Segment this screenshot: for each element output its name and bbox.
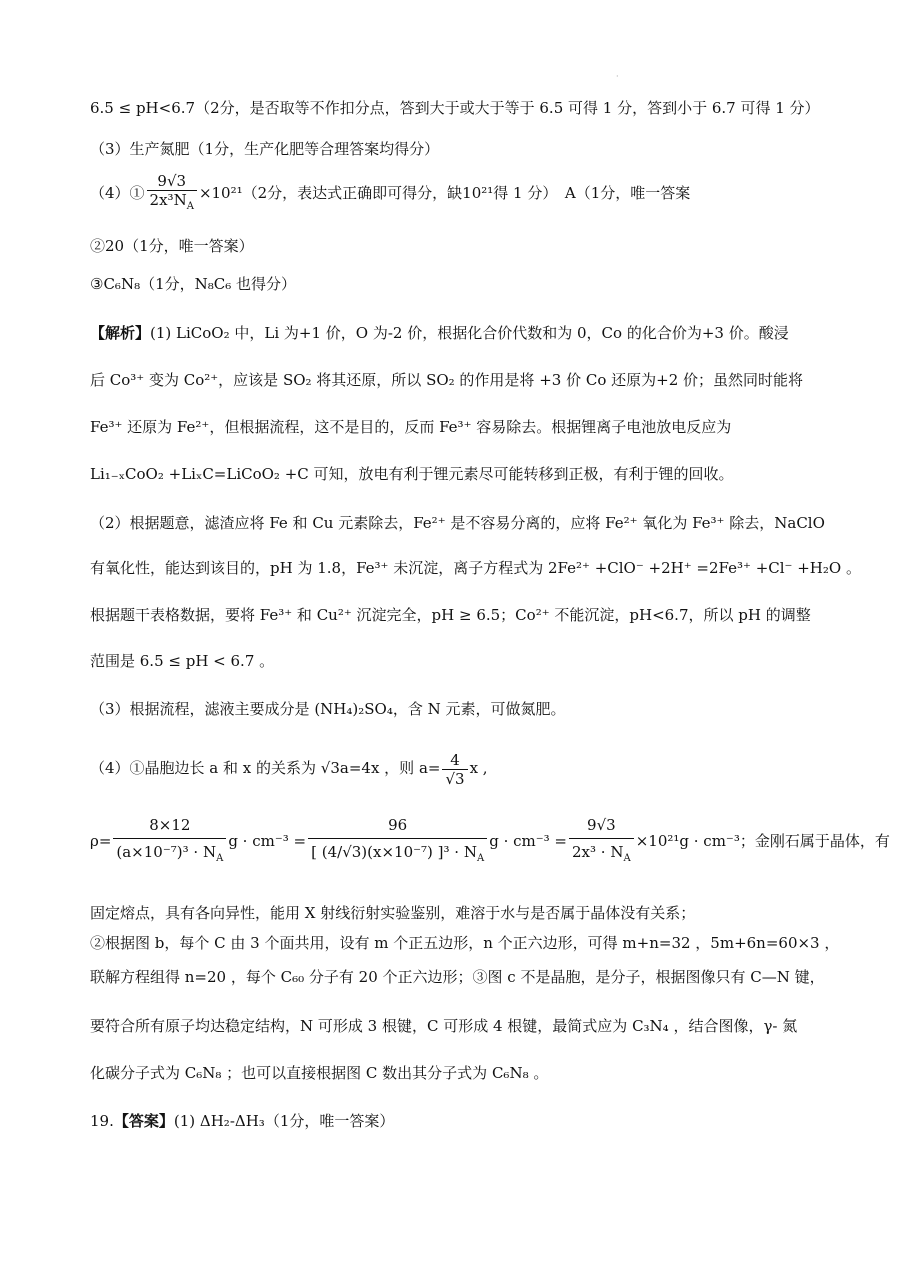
fraction-numerator: 9√3 <box>147 172 197 191</box>
analysis-line-8: 范围是 6.5 ≤ pH < 6.7 。 <box>90 652 275 670</box>
density-equation <box>90 812 890 872</box>
density-fraction-1-denominator <box>113 839 226 872</box>
answer-19 <box>90 1110 394 1132</box>
answer-line-4-1 <box>90 172 690 216</box>
analysis-line-3: Fe³⁺ 还原为 Fe²⁺，但根据流程，这不是目的，反而 Fe³⁺ 容易除去。根据锂离子电池放电反应为 <box>90 418 732 436</box>
analysis-line-4: Li₁₋ₓCoO₂ +LiₓC=LiCoO₂ +C 可知，放电有利于锂元素尽可能转移到正极，有利于锂的回收。 <box>90 465 734 483</box>
density-fraction-2-denominator-text: [ (4/√3)(x×10⁻⁷) ]³ · N <box>311 843 477 861</box>
density-fraction-3-denominator <box>569 839 634 872</box>
analysis-line-12: ②根据图 b，每个 C 由 3 个面共用，设有 m 个正五边形，n 个正六边形，可得 m+n=32 ，5m+6n=60×3 ， <box>90 934 840 952</box>
density-fraction-3-numerator: 9√3 <box>569 812 634 839</box>
rho-symbol: ρ= <box>90 832 112 850</box>
density-unit-1: g · cm⁻³ = <box>228 832 307 850</box>
density-fraction-1-numerator: 8×12 <box>113 812 226 839</box>
analysis-line-13: 联解方程组得 n=20 ，每个 C₆₀ 分子有 20 个正六边形；③图 c 不是晶胞，是分子，根据图像只有 C—N 键， <box>90 968 825 986</box>
density-unit-2: g · cm⁻³ = <box>489 832 568 850</box>
analysis-line-15: 化碳分子式为 C₆N₈ ；也可以直接根据图 C 数出其分子式为 C₆N₈ 。 <box>90 1064 549 1082</box>
a-fraction-denominator: √3 <box>445 769 465 788</box>
density-fraction-2-denominator-sub: A <box>476 853 485 864</box>
a-fraction-numerator: 4 <box>442 751 467 770</box>
analysis-line-9: （3）根据流程，滤液主要成分是 (NH₄)₂SO₄，含 N 元素，可做氮肥。 <box>90 700 566 718</box>
density-fraction-1-denominator-sub: A <box>216 853 224 864</box>
lattice-relation-text: （4）①晶胞边长 a 和 x 的关系为 √3a=4x ，则 a= <box>90 759 441 777</box>
answer-19-text: (1) ΔH₂-ΔH₃（1分，唯一答案） <box>173 1112 395 1130</box>
density-fraction <box>147 172 197 216</box>
analysis-line-11: 固定熔点，具有各向异性，能用 X 射线衍射实验鉴别，难溶于水与是否属于晶体没有关系； <box>90 904 696 922</box>
density-fraction-1-denominator-text: (a×10⁻⁷)³ · N <box>116 843 217 861</box>
analysis-line-5: （2）根据题意，滤渣应将 Fe 和 Cu 元素除去，Fe²⁺ 是不容易分离的，应将 Fe²⁺ 氧化为 Fe³⁺ 除去，NaClO <box>90 514 825 532</box>
q4-prefix: （4）① <box>90 184 145 202</box>
a-fraction <box>442 751 467 788</box>
answer-line-4-3: ③C₆N₈（1分，N₈C₆ 也得分） <box>90 275 297 293</box>
analysis-label: 【解析】 <box>90 324 151 342</box>
answer-label: 【答案】 <box>113 1112 174 1130</box>
density-fraction-3 <box>569 812 634 872</box>
page-marker: · <box>616 72 619 81</box>
analysis-line-6: 有氧化性，能达到该目的，pH 为 1.8，Fe³⁺ 未沉淀，离子方程式为 2Fe²⁺ +ClO⁻ +2H⁺ =2Fe³⁺ +Cl⁻ +H₂O 。 <box>90 559 861 577</box>
answer-line-3: （3）生产氮肥（1分，生产化肥等合理答案均得分） <box>90 140 440 158</box>
answer-line-ph: 6.5 ≤ pH<6.7（2分，是否取等不作扣分点，答到大于或大于等于 6.5 可得 1 分，答到小于 6.7 可得 1 分） <box>90 99 820 117</box>
density-conclusion: ×10²¹g · cm⁻³；金刚石属于晶体，有 <box>635 832 890 850</box>
lattice-relation-suffix: x , <box>469 759 488 777</box>
density-fraction-3-denominator-text: 2x³ · N <box>572 843 624 861</box>
fraction-denominator-sub: A <box>186 201 194 212</box>
density-fraction-1 <box>113 812 226 872</box>
analysis-line-14: 要符合所有原子均达稳定结构，N 可形成 3 根键，C 可形成 4 根键，最简式应为 C₃N₄ ，结合图像，γ- 氮 <box>90 1017 798 1035</box>
analysis-line-10 <box>90 746 488 790</box>
density-fraction-2-numerator: 96 <box>308 812 487 839</box>
q4-suffix: ×10²¹（2分，表达式正确即可得分，缺10²¹得 1 分） A（1分，唯一答案 <box>198 184 691 202</box>
density-fraction-2 <box>308 812 487 872</box>
fraction-denominator <box>147 191 197 216</box>
density-fraction-2-denominator <box>308 839 487 872</box>
fraction-denominator-text: 2x³N <box>149 191 187 209</box>
analysis-text-1: (1) LiCoO₂ 中，Li 为+1 价，O 为-2 价，根据化合价代数和为 0，Co 的化合价为+3 价。酸浸 <box>150 324 789 342</box>
density-fraction-3-denominator-sub: A <box>623 853 631 864</box>
question-number: 19. <box>90 1112 114 1130</box>
analysis-line-7: 根据题干表格数据，要将 Fe³⁺ 和 Cu²⁺ 沉淀完全，pH ≥ 6.5；Co²⁺ 不能沉淀，pH<6.7，所以 pH 的调整 <box>90 606 811 624</box>
answer-line-4-2: ②20（1分，唯一答案） <box>90 237 254 255</box>
analysis-line-2: 后 Co³⁺ 变为 Co²⁺，应该是 SO₂ 将其还原，所以 SO₂ 的作用是将 +3 价 Co 还原为+2 价；虽然同时能将 <box>90 371 804 389</box>
analysis-line-1 <box>90 322 789 344</box>
